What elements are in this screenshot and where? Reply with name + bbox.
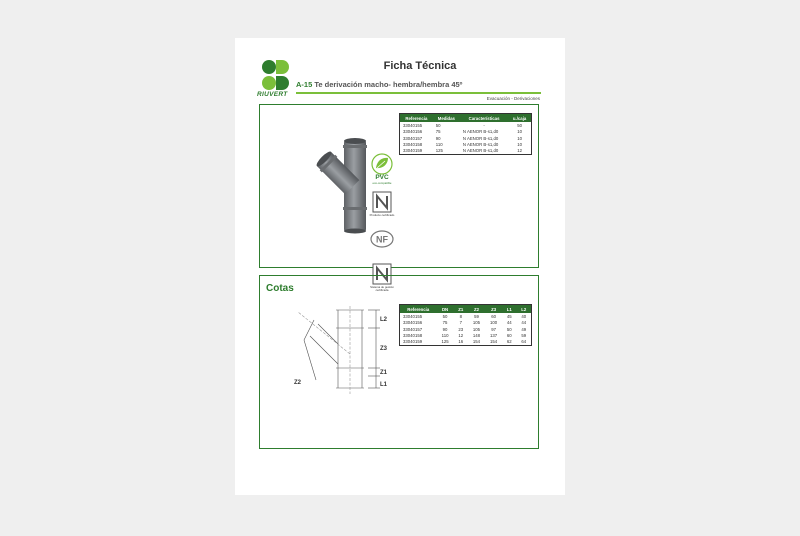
column-header: Z2 [473, 306, 479, 312]
column-header: L2 [521, 306, 527, 312]
column-header: Z3 [491, 306, 497, 312]
table-cell: 50 [435, 122, 441, 128]
aenor-label: Producto certificado [369, 213, 395, 217]
table-cell: 60 [491, 313, 496, 319]
table-cell: 100 [490, 320, 498, 326]
column-header: u./caja [512, 115, 527, 121]
table-cell: 62 [506, 339, 512, 345]
table-cell: 10 [517, 135, 522, 141]
table-cell: 33040156 [403, 320, 423, 326]
dim-label-l1: L1 [380, 382, 388, 388]
table-cell: 75 [435, 129, 441, 135]
table-cell: N AENOR B-s1,d0 [462, 148, 499, 154]
table-cell: 16 [458, 339, 464, 345]
product-category: Evacuación - Derivaciones [486, 96, 540, 101]
table-cell: 44 [521, 320, 527, 326]
table-cell: 33040158 [403, 142, 423, 147]
table-cell: 33040156 [403, 129, 423, 135]
dim-label-z2: Z2 [294, 380, 302, 386]
table-cell: 50 [517, 122, 522, 128]
table-cell: 110 [435, 142, 443, 147]
table-cell: 33040157 [403, 326, 423, 332]
table-cell: N AENOR B-s1,d0 [462, 135, 499, 141]
column-header: Referencia [405, 115, 428, 121]
table-cell: 97 [491, 326, 496, 332]
dim-label-z3: Z3 [380, 346, 388, 352]
table-cell: 59 [474, 313, 479, 319]
table-cell: 49 [521, 326, 527, 332]
table-cell: 125 [441, 339, 449, 345]
page-title: Ficha Técnica [383, 60, 457, 72]
table-cell: 44 [506, 320, 512, 326]
table-cell: 154 [490, 339, 498, 345]
spec-table [399, 113, 532, 155]
table-cell: 125 [435, 148, 443, 154]
table-cell: 10 [517, 129, 522, 135]
table-cell: 33040158 [403, 333, 423, 338]
pvc-label: PVC [375, 174, 389, 181]
dimensions-section [259, 275, 539, 449]
table-cell: 110 [441, 333, 449, 338]
table-cell: 90 [442, 326, 448, 332]
table-cell: 33040159 [403, 148, 423, 154]
column-header: Medidas [437, 115, 455, 121]
product-code: A-15 [296, 80, 313, 89]
nf-mark-icon [370, 230, 394, 248]
column-header: Z1 [458, 306, 464, 312]
table-cell: 33040155 [403, 313, 423, 319]
table-cell: 33040155 [403, 122, 423, 128]
dim-label-z1: Z1 [380, 370, 388, 376]
pvc-eco-certification [368, 153, 396, 185]
table-cell: 60 [506, 333, 512, 338]
table-cell: 7 [459, 320, 462, 326]
product-fitting-image [308, 135, 388, 235]
table-cell: 105 [472, 326, 481, 332]
table-cell: 154 [472, 339, 481, 345]
table-row [400, 339, 532, 346]
table-cell: N AENOR B-s1,d0 [462, 129, 499, 135]
table-cell: 33040157 [403, 135, 423, 141]
table-cell: 40 [521, 313, 527, 319]
pvc-sub-label: eco-compatible [372, 181, 392, 185]
aenor-product-certification [369, 191, 395, 217]
section-title-cotas: Cotas [266, 283, 294, 294]
dim-label-l2: L2 [380, 317, 388, 323]
aenor-n-icon [372, 191, 392, 213]
table-cell: N AENOR B-s1,d0 [462, 142, 499, 147]
dimensions-table [399, 304, 532, 346]
table-cell: 64 [521, 339, 527, 345]
table-cell: 50 [442, 313, 448, 319]
table-cell: 90 [435, 135, 441, 141]
document-page [235, 38, 565, 495]
dimension-drawing [280, 304, 390, 399]
table-cell: 23 [458, 326, 464, 332]
table-cell: 105 [472, 320, 481, 326]
dimensions-table-header [400, 305, 532, 314]
table-cell: 148 [472, 333, 481, 338]
column-header: Referencia [407, 306, 430, 312]
product-title [296, 80, 462, 89]
table-cell: 137 [490, 333, 498, 338]
table-cell: 75 [442, 320, 448, 326]
product-name: Te derivación macho- hembra/hembra 45º [314, 80, 463, 89]
table-cell: 12 [458, 333, 464, 338]
nf-certification [368, 230, 396, 248]
table-cell: 10 [517, 142, 522, 147]
table-cell: 8 [459, 313, 462, 319]
table-row [400, 148, 532, 155]
column-header: L1 [506, 306, 512, 312]
table-cell: 45 [506, 313, 512, 319]
table-cell: 33040159 [403, 339, 423, 345]
spec-table-header [400, 114, 532, 123]
brand-name: RIUVERT [257, 91, 288, 98]
table-cell: 50 [506, 326, 512, 332]
column-header: Características [468, 115, 500, 121]
nf-text: NF [376, 234, 388, 245]
table-cell: 59 [521, 333, 527, 338]
aenor-management-label: Sistema de gestión certificada [370, 285, 394, 293]
eco-leaf-icon [371, 153, 393, 175]
title-divider [296, 92, 541, 94]
table-cell: - [483, 122, 485, 128]
table-cell: 12 [517, 148, 522, 154]
column-header: DN [441, 306, 449, 312]
